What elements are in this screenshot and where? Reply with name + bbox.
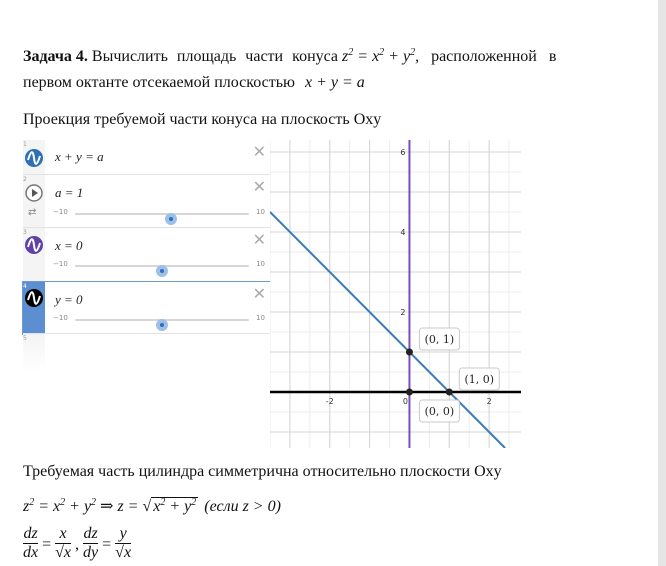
row-gutter [23,175,45,227]
task-title: Задача 4. [23,48,88,65]
slider[interactable] [53,208,265,220]
expression-panel [23,140,270,448]
slider-track[interactable] [75,213,249,215]
graph-area[interactable] [270,140,521,448]
slider[interactable] [53,260,265,272]
expression-text[interactable]: x + y = a [55,149,104,164]
slider[interactable] [53,314,265,326]
slider-handle[interactable] [156,319,168,331]
row-gutter [23,140,45,174]
delete-expression-icon[interactable]: ✕ [252,177,266,196]
cone-equation: $z^2 = x^2 + y^2$ [342,47,416,65]
row-gutter [23,334,45,372]
expression-row-3[interactable] [23,228,270,282]
point-marker [406,389,413,396]
point-label: (1, 0) [464,373,495,386]
row-index: 1 [23,141,27,148]
slider-settings-icon[interactable]: ⇄ [28,207,37,218]
desmos-wave-icon[interactable] [24,288,44,308]
page-edge-shadow [658,0,666,566]
row-index: 3 [23,229,27,236]
x-tick-label: -2 [325,397,334,406]
slider-max: 10 [256,208,265,216]
slider-min: −10 [53,208,68,216]
point-label: (0, 0) [424,405,455,418]
plane-equation: x + y = a [304,74,365,91]
projection-heading: Проекция требуемой части конуса на плоскость Oxy [23,111,382,128]
slider-min: −10 [53,260,68,268]
slider-min: −10 [53,314,68,322]
graph-svg[interactable] [270,140,521,448]
delete-expression-icon[interactable]: ✕ [252,230,266,249]
task-line-2-text: первом октанте отсекаемой плоскостью [23,74,295,91]
x-tick-label: 2 [486,397,492,406]
slider-handle[interactable] [165,213,177,225]
row-gutter [23,228,45,281]
task-paragraph [23,47,643,67]
x-tick-label: 0 [402,397,408,406]
desmos-wave-icon[interactable] [24,148,44,168]
expression-row-5[interactable] [23,334,270,372]
expression-text[interactable]: x = 0 [55,238,83,253]
point-marker [406,349,413,356]
expression-row-1[interactable] [23,140,270,175]
slider-track[interactable] [75,265,249,267]
y-tick-label: 2 [400,308,406,317]
point-marker [446,389,453,396]
point-label: (0, 1) [424,333,455,346]
play-icon[interactable] [24,183,44,203]
row-index: 4 [23,283,27,290]
expression-text[interactable]: y = 0 [55,292,83,307]
task-text-2: , расположенной в [415,48,557,65]
desmos-wave-icon[interactable] [24,235,44,255]
row-index: 5 [23,335,27,342]
row-index: 2 [23,176,27,183]
cone-formula: $z^2 = x^2 + y^2$ ⇒ z = √ $x^2 + y^2$ (если z > 0) [23,497,281,515]
y-tick-label: 6 [400,148,406,157]
series-line-1 [270,212,505,448]
task-text-1: Вычислить площадь части конуса [91,48,339,65]
expression-text[interactable]: a = 1 [55,185,84,200]
symmetry-text: Требуемая часть цилиндра симметрична относительно плоскости Oxy [23,463,502,480]
slider-handle[interactable] [156,265,168,277]
y-tick-label: 4 [400,228,406,237]
slider-max: 10 [256,314,265,322]
row-gutter [23,282,45,333]
expression-row-4[interactable] [23,282,270,334]
slider-track[interactable] [75,319,249,321]
slider-max: 10 [256,260,265,268]
task-line-2 [23,73,365,93]
derivative-formula: $\frac{dz}{dx}$ = $\frac{x}{√x}$ , $\frac{dz}{dy}$ = $\frac{y}{√x}$ [23,525,132,561]
expression-row-2[interactable] [23,175,270,228]
delete-expression-icon[interactable]: ✕ [252,284,266,303]
delete-expression-icon[interactable]: ✕ [252,142,266,161]
